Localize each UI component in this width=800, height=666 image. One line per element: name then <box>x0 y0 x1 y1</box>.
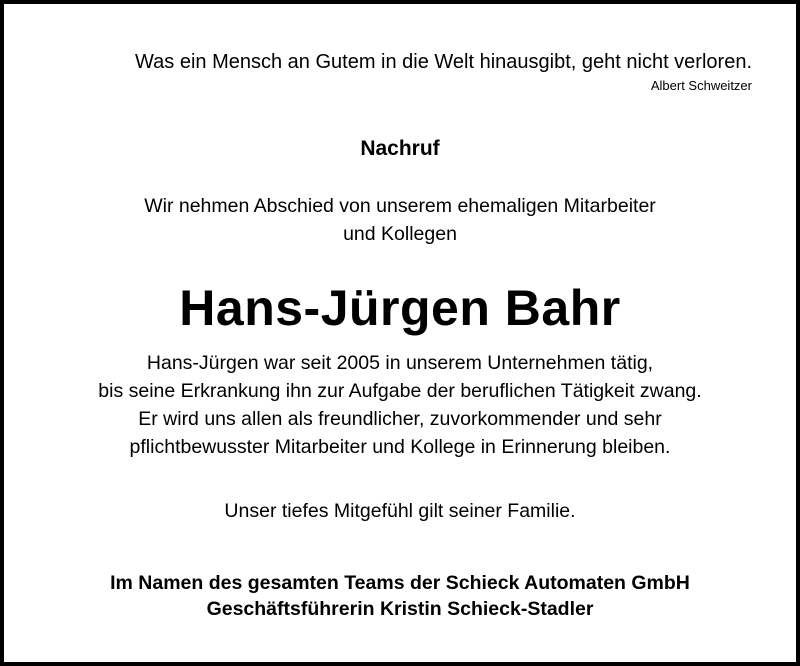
notice-heading: Nachruf <box>360 137 440 160</box>
intro-line: und Kollegen <box>343 223 457 245</box>
condolence-text: Unser tiefes Mitgefühl gilt seiner Familie. <box>224 500 576 522</box>
signature-line: Im Namen des gesamten Teams der Schieck Automaten GmbH <box>110 572 690 594</box>
tribute-line: Hans-Jürgen war seit 2005 in unserem Unternehmen tätig, <box>146 352 654 374</box>
tribute-line: bis seine Erkrankung ihn zur Aufgabe der beruflichen Tätigkeit zwang. <box>98 380 702 402</box>
tribute-text <box>24 349 776 461</box>
tribute-line: Er wird uns allen als freundlicher, zuvorkommender und sehr <box>138 408 662 430</box>
epigraph-author: Albert Schweitzer <box>650 78 752 93</box>
tribute-line: pflichtbewusster Mitarbeiter und Kollege in Erinnerung bleiben. <box>129 436 671 458</box>
signature-line: Geschäftsführerin Kristin Schieck-Stadler <box>206 598 594 620</box>
deceased-name: Hans-Jürgen Bahr <box>179 280 621 336</box>
intro-line: Wir nehmen Abschied von unserem ehemaligen Mitarbeiter <box>144 195 656 217</box>
epigraph-quote: Was ein Mensch an Gutem in die Welt hinausgibt, geht nicht verloren. <box>135 51 752 73</box>
intro-text <box>24 192 776 248</box>
signature-block <box>24 570 776 622</box>
